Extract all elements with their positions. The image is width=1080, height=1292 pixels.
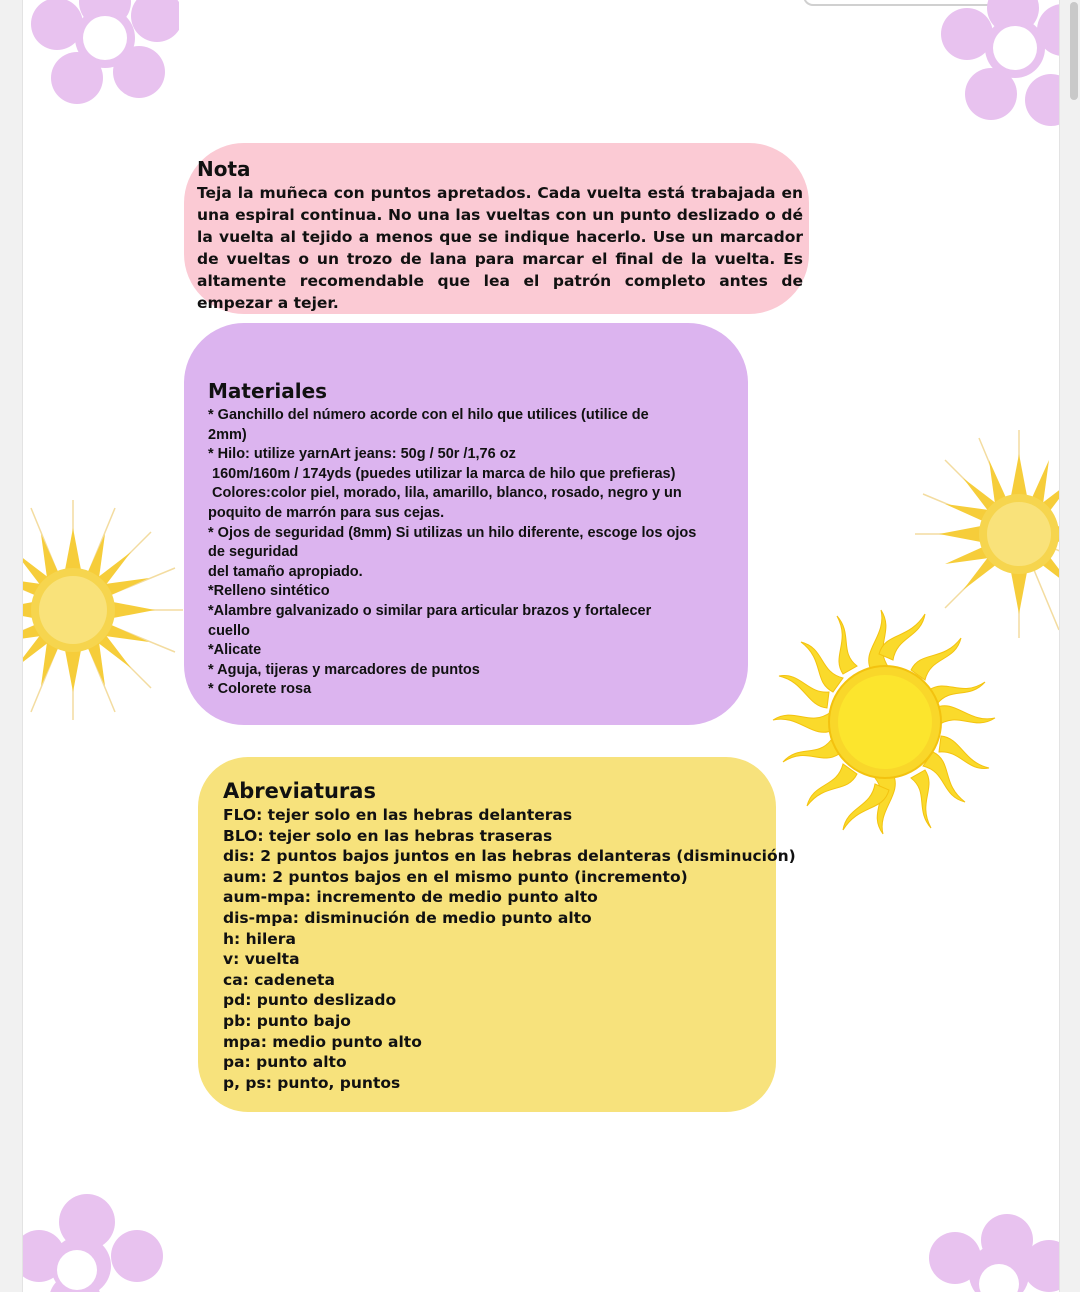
note-box bbox=[184, 143, 809, 314]
sun-bright bbox=[769, 602, 999, 842]
flower-top-left bbox=[29, 0, 179, 116]
vertical-scrollbar[interactable] bbox=[1068, 0, 1080, 1292]
abbreviation-line: h: hilera bbox=[223, 929, 296, 948]
abbreviation-line: aum-mpa: incremento de medio punto alto bbox=[223, 888, 598, 907]
materials-line: 2mm) bbox=[208, 426, 247, 443]
materials-line: * Colorete rosa bbox=[208, 681, 312, 698]
abbreviation-line: dis: 2 puntos bajos juntos en las hebras delanteras (disminución) bbox=[223, 847, 796, 866]
materials-line: *Relleno sintético bbox=[208, 583, 330, 600]
materials-line: * Aguja, tijeras y marcadores de puntos bbox=[208, 661, 480, 678]
materials-line: de seguridad bbox=[208, 544, 299, 561]
materials-title: Materiales bbox=[208, 379, 328, 403]
note-text: Teja la muñeca con puntos apretados. Cada vuelta está trabajada en una espiral continua. No una las vueltas con un punto deslizado o dé la vuelta al tejido a menos que se indique hacerlo. Use un marcador de vueltas o un trozo de lana para marcar el final de la vuelta. Es altamente recomendable que lea el patrón completo antes de empezar a tejer. bbox=[197, 184, 803, 312]
scrollbar-thumb[interactable] bbox=[1070, 2, 1078, 100]
abbreviations-box bbox=[198, 757, 796, 1112]
abbreviation-line: p, ps: punto, puntos bbox=[223, 1073, 401, 1092]
abbreviation-line: pa: punto alto bbox=[223, 1053, 347, 1072]
abbreviation-line: ca: cadeneta bbox=[223, 970, 335, 989]
abbreviation-line: mpa: medio punto alto bbox=[223, 1032, 422, 1051]
flower-bottom-right bbox=[923, 1210, 1060, 1292]
abbreviation-line: FLO: tejer solo en las hebras delanteras bbox=[223, 806, 573, 824]
abbreviation-line: v: vuelta bbox=[223, 950, 300, 969]
materials-line: del tamaño apropiado. bbox=[208, 563, 363, 580]
abbreviation-line: dis-mpa: disminución de medio punto alto bbox=[223, 908, 592, 927]
flower-top-right bbox=[941, 0, 1060, 140]
abbreviation-line: pd: punto deslizado bbox=[223, 991, 397, 1010]
abbreviation-line: pb: punto bajo bbox=[223, 1011, 351, 1030]
document-page bbox=[22, 0, 1060, 1292]
materials-line: poquito de marrón para sus cejas. bbox=[208, 504, 445, 521]
sun-left bbox=[22, 490, 193, 730]
materials-line: *Alicate bbox=[208, 642, 262, 659]
materials-line: cuello bbox=[208, 622, 250, 639]
materials-line: * Ganchillo del número acorde con el hilo que utilices (utilice de bbox=[208, 407, 649, 423]
materials-box bbox=[184, 323, 748, 725]
abbreviations-title: Abreviaturas bbox=[223, 779, 376, 803]
materials-line: Colores:color piel, morado, lila, amarillo, blanco, rosado, negro y un bbox=[208, 485, 682, 502]
materials-line: * Hilo: utilize yarnArt jeans: 50g / 50r /1,76 oz bbox=[208, 446, 516, 463]
abbreviation-line: aum: 2 puntos bajos en el mismo punto (incremento) bbox=[223, 867, 688, 886]
note-title: Nota bbox=[197, 157, 251, 181]
abbreviation-line: BLO: tejer solo en las hebras traseras bbox=[223, 826, 553, 845]
materials-line: *Alambre galvanizado o similar para articular brazos y fortalecer bbox=[208, 602, 652, 619]
materials-line: 160m/160m / 174yds (puedes utilizar la marca de hilo que prefieras) bbox=[208, 465, 676, 482]
materials-line: * Ojos de seguridad (8mm) Si utilizas un hilo diferente, escoge los ojos bbox=[208, 524, 697, 541]
flower-bottom-left bbox=[22, 1194, 169, 1292]
